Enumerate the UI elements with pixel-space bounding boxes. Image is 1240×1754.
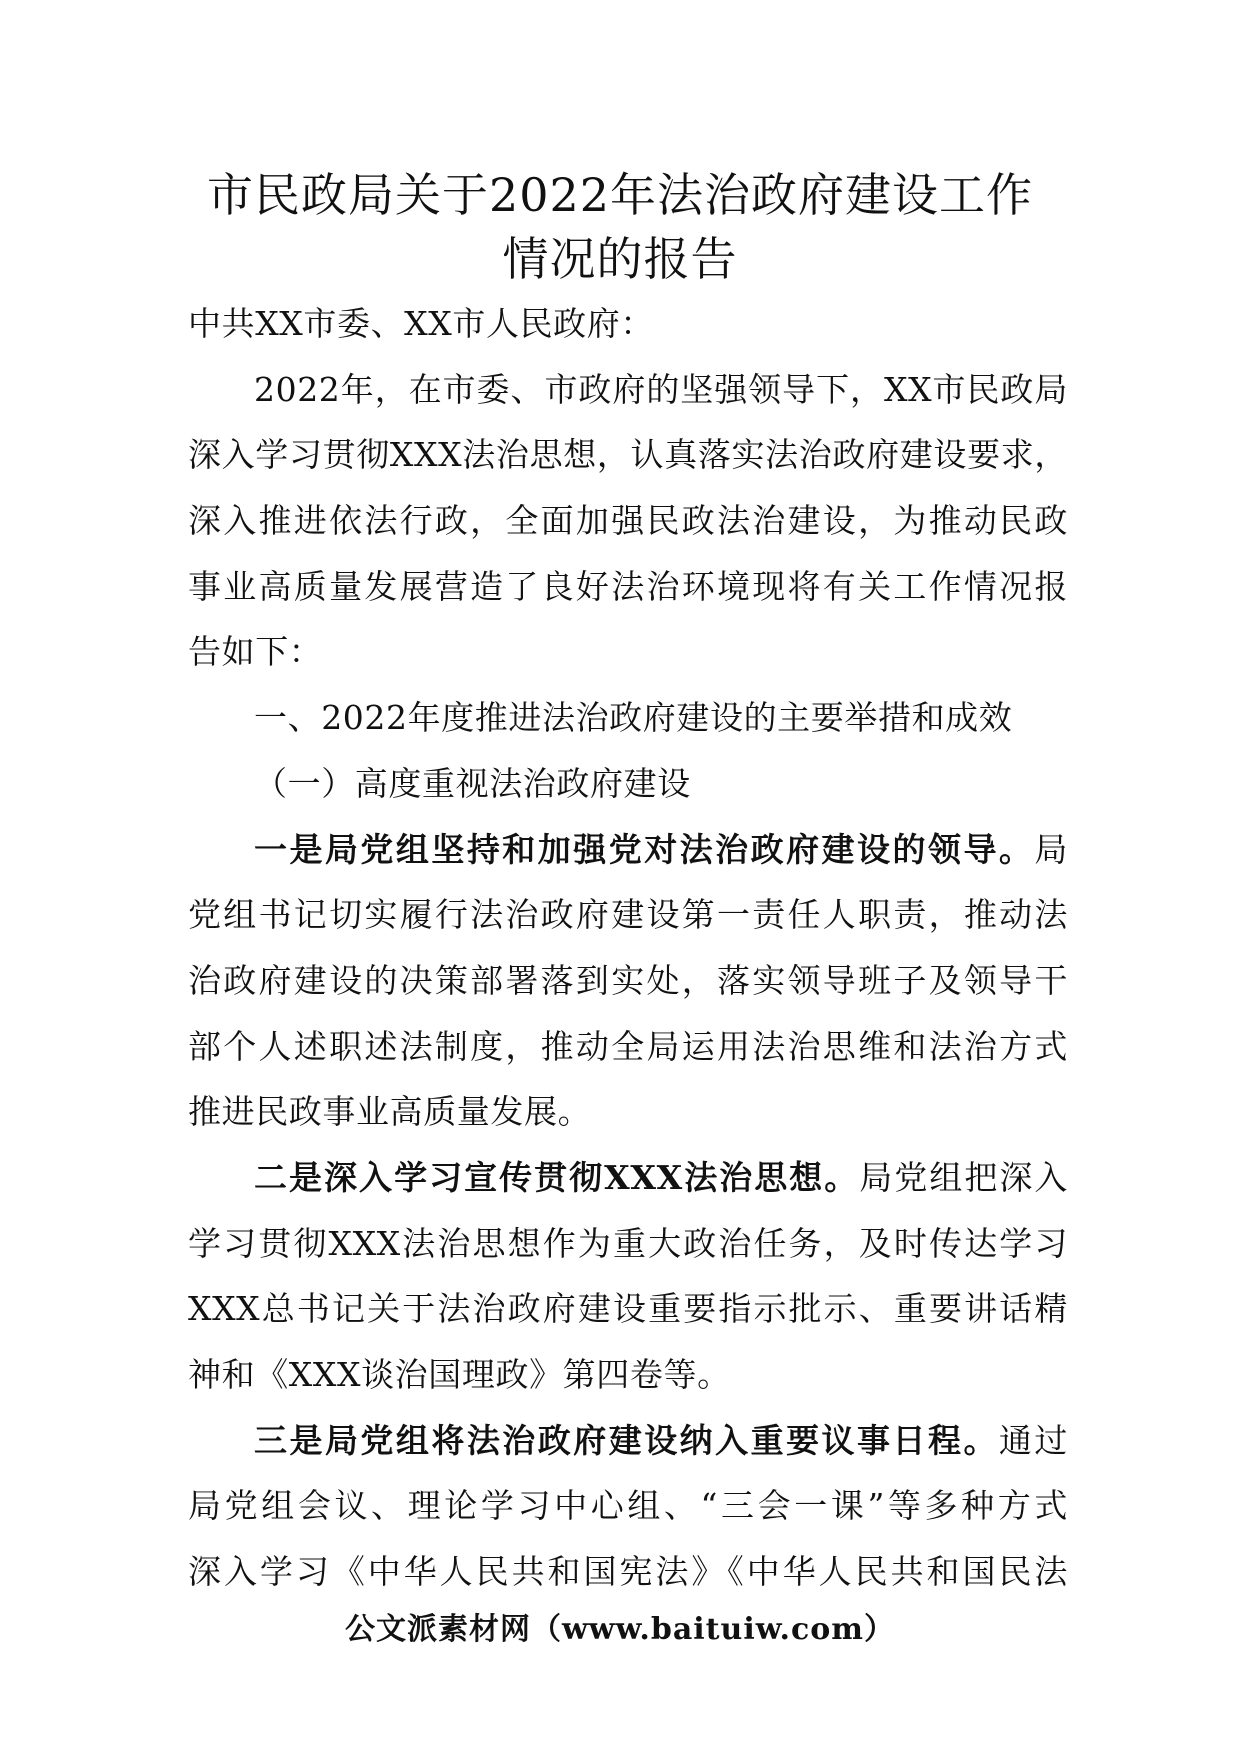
footer-watermark: 公文派素材网（www.baituiw.com） <box>344 1612 896 1647</box>
point-lead-2: 二是深入学习宣传贯彻XXX法治思想。 <box>254 1157 860 1197</box>
paragraph-line: XXX总书记关于法治政府建设重要指示批示、重要讲话精 <box>188 1289 1068 1329</box>
paragraph-line: 推进民政事业高质量发展。 <box>188 1092 592 1132</box>
paragraph-line: 深入学习《中华人民共和国宪法》《中华人民共和国民法 <box>188 1552 1068 1592</box>
paragraph-line: 深入推进依法行政，全面加强民政法治建设，为推动民政 <box>188 501 1068 541</box>
subsection-heading: （一）高度重视法治政府建设 <box>254 763 691 803</box>
paragraph-line: 治政府建设的决策部署落到实处，落实领导班子及领导干 <box>188 960 1068 1000</box>
paragraph-line: 部个人述职述法制度，推动全局运用法治思维和法治方式 <box>188 1026 1068 1066</box>
point-lead-3: 三是局党组将法治政府建设纳入重要议事日程。 <box>254 1420 999 1460</box>
paragraph-line: 深入学习贯彻XXX法治思想，认真落实法治政府建设要求， <box>188 435 1068 475</box>
paragraph-line: 事业高质量发展营造了良好法治环境现将有关工作情况报 <box>188 566 1068 606</box>
paragraph-line: 2022年，在市委、市政府的坚强领导下，XX市民政局 <box>254 369 1068 409</box>
paragraph-line <box>188 1145 1068 1211</box>
paragraph-text: 通过 <box>998 1420 1068 1460</box>
paragraph-line: 局党组会议、理论学习中心组、“三会一课”等多种方式 <box>188 1486 1068 1526</box>
paragraph-text: 局 <box>1034 829 1068 869</box>
section-heading: 一、2022年度推进法治政府建设的主要举措和成效 <box>254 698 1013 738</box>
paragraph-text: 局党组把深入 <box>859 1157 1068 1197</box>
point-lead-1: 一是局党组坚持和加强党对法治政府建设的领导。 <box>254 829 1035 869</box>
paragraph-line: 告如下： <box>188 632 323 672</box>
paragraph-line <box>188 1408 1068 1474</box>
document-title-line-2: 情况的报告 <box>502 232 738 286</box>
paragraph-line <box>188 817 1068 883</box>
document-body <box>188 291 1068 1605</box>
paragraph-line: 党组书记切实履行法治政府建设第一责任人职责，推动法 <box>188 895 1068 935</box>
salutation: 中共XX市委、XX市人民政府： <box>188 304 654 343</box>
paragraph-line: 学习贯彻XXX法治思想作为重大政治任务，及时传达学习 <box>188 1223 1068 1263</box>
document-title-line-1: 市民政局关于2022年法治政府建设工作 <box>206 168 1034 222</box>
paragraph-line: 神和《XXX谈治国理政》第四卷等。 <box>188 1355 731 1394</box>
